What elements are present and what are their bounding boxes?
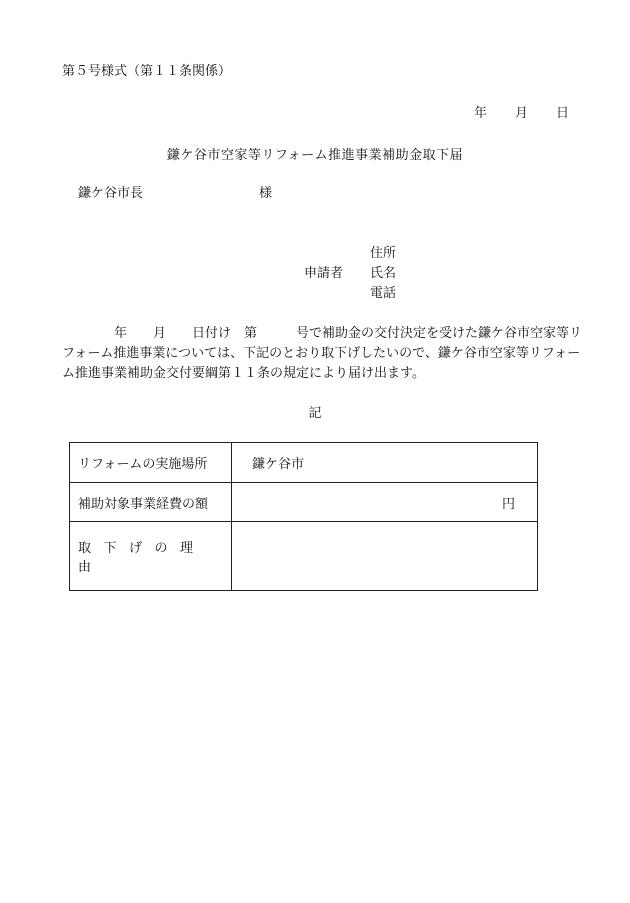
table-value-cost — [232, 483, 538, 522]
addressee — [78, 186, 272, 202]
applicant-name-label: 氏名 — [370, 266, 397, 281]
applicant-address-label: 住所 — [370, 246, 397, 261]
date-day: 日 — [556, 106, 570, 121]
table-row — [70, 483, 538, 522]
detail-table — [69, 442, 538, 591]
table-value-location: 鎌ケ谷市 — [232, 443, 538, 483]
document-title: 鎌ケ谷市空家等リフォーム推進事業補助金取下届 — [166, 148, 464, 163]
applicant-phone-label: 電話 — [370, 286, 397, 301]
table-label-location: リフォームの実施場所 — [70, 443, 232, 483]
addressee-suffix: 様 — [259, 186, 273, 201]
body-text: 年 月 日付け 第 号で補助金の交付決定を受けた鎌ケ谷市空家等リフォーム推進事業については、下記のとおり取下げしたいので、鎌ケ谷市空家等リフォーム推進事業補助金交付要綱第１１条の規定により届け出ます。 — [62, 326, 583, 381]
date-year: 年 — [474, 106, 488, 121]
ki-heading: 記 — [308, 406, 322, 421]
table-row — [70, 443, 538, 483]
table-label-reason: 取下げの理由 — [70, 522, 232, 591]
addressee-name: 鎌ケ谷市長 — [78, 186, 144, 201]
date-line — [474, 106, 569, 122]
table-label-cost: 補助対象事業経費の額 — [70, 483, 232, 522]
table-row — [70, 522, 538, 591]
applicant-label: 申請者 — [304, 266, 344, 281]
form-number: 第５号様式（第１１条関係） — [62, 64, 232, 79]
table-value-reason — [232, 522, 538, 591]
yen-unit: 円 — [501, 496, 515, 512]
date-month: 月 — [515, 106, 529, 121]
